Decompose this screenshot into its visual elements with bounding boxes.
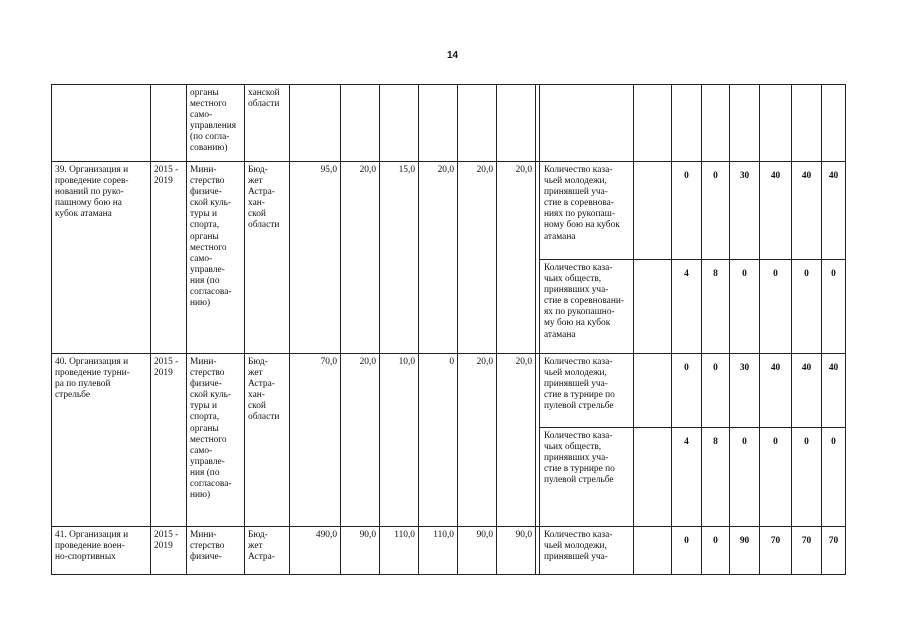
activity-years: 2015 - 2019 [154,165,179,187]
indicator-value: 0 [713,171,718,181]
amount-2016: 110,0 [394,530,415,540]
amount-2015: 90,0 [359,530,376,540]
indicator-value: 70 [801,536,812,546]
activity-name: 41. Организация и проведение воен- но-спортивных [55,530,129,563]
indicator-value: 0 [684,536,689,546]
amount-total: 490,0 [315,530,337,540]
amount-2019: 20,0 [515,357,532,367]
program-activities-table [51,84,846,575]
amount-2019: 90,0 [515,530,532,540]
indicator-value: 40 [770,363,781,373]
activity-name: 39. Организация и проведение сорев- нований по руко- пашному бою на кубок атамана [55,165,129,220]
indicator-text: Количество каза- чьих обществ, принявших уча- стие в турнире по пулевой стрельбе [544,431,615,486]
indicator-text: Количество каза- чьих обществ, принявших уча- стие в соревновани- ях по рукопашно- му бою на кубок атамана [544,263,624,340]
indicator-value: 0 [713,536,718,546]
indicator-value: 0 [831,437,836,447]
indicator-value: 0 [773,269,778,279]
indicator-value: 30 [739,171,750,181]
indicator-value: 0 [831,269,836,279]
indicator-value: 70 [828,536,839,546]
indicator-value: 8 [713,269,718,279]
indicator-value: 0 [684,363,689,373]
indicator-value: 0 [742,437,747,447]
indicator-text: Количество каза- чьей молодежи, принявшей уча- стие в турнире по пулевой стрельбе [544,357,615,412]
amount-2015: 20,0 [359,165,376,175]
indicator-value: 30 [739,363,750,373]
indicator-value: 0 [713,363,718,373]
funding-source: Бюд- жет Астра- хан- ской области [248,165,280,231]
indicator-value: 40 [770,171,781,181]
indicator-value: 0 [684,171,689,181]
activity-years: 2015 - 2019 [154,357,179,379]
amount-2018: 20,0 [476,165,493,175]
amount-2016: 15,0 [398,165,415,175]
amount-total: 95,0 [320,165,337,175]
amount-2017: 0 [449,357,454,367]
source-cell: ханской области [248,88,280,110]
amount-2016: 10,0 [398,357,415,367]
executor-cell: органы местного само- управления (по согла- сованию) [190,88,237,154]
activity-executor: Мини- стерство физиче- [190,530,225,563]
funding-source: Бюд- жет Астра- [248,530,275,563]
indicator-value: 90 [739,536,750,546]
amount-2017: 20,0 [437,165,454,175]
activity-executor: Мини- стерство физиче- ской куль- туры и спорта, органы местного само- управле- ния (по согласова- нию) [190,165,232,309]
amount-2018: 20,0 [476,357,493,367]
amount-2019: 20,0 [515,165,532,175]
amount-2017: 110,0 [433,530,454,540]
indicator-value: 40 [801,363,812,373]
indicator-value: 70 [770,536,781,546]
table-row [52,527,846,575]
indicator-value: 0 [773,437,778,447]
activity-executor: Мини- стерство физиче- ской куль- туры и спорта, органы местного само- управле- ния (по согласова- нию) [190,357,232,501]
indicator-value: 0 [804,437,809,447]
page-number: 14 [446,50,459,61]
indicator-value: 40 [828,171,839,181]
continuation-row [52,85,846,162]
indicator-value: 40 [828,363,839,373]
table-row [52,354,846,428]
amount-total: 70,0 [320,357,337,367]
indicator-value: 0 [742,269,747,279]
amount-2015: 20,0 [359,357,376,367]
amount-2018: 90,0 [476,530,493,540]
table-row [52,162,846,260]
indicator-value: 0 [804,269,809,279]
indicator-value: 4 [684,269,689,279]
indicator-text: Количество каза- чьей молодежи, принявшей уча- стие в соревнова- ниях по рукопаш- ному бою на кубок атамана [544,165,620,242]
activity-years: 2015 - 2019 [154,530,179,552]
funding-source: Бюд- жет Астра- хан- ской области [248,357,280,423]
indicator-value: 40 [801,171,812,181]
indicator-value: 8 [713,437,718,447]
activity-name: 40. Организация и проведение турни- ра по пулевой стрельбе [55,357,130,401]
indicator-value: 4 [684,437,689,447]
indicator-text: Количество каза- чьей молодежи, принявшей уча- [544,530,613,563]
